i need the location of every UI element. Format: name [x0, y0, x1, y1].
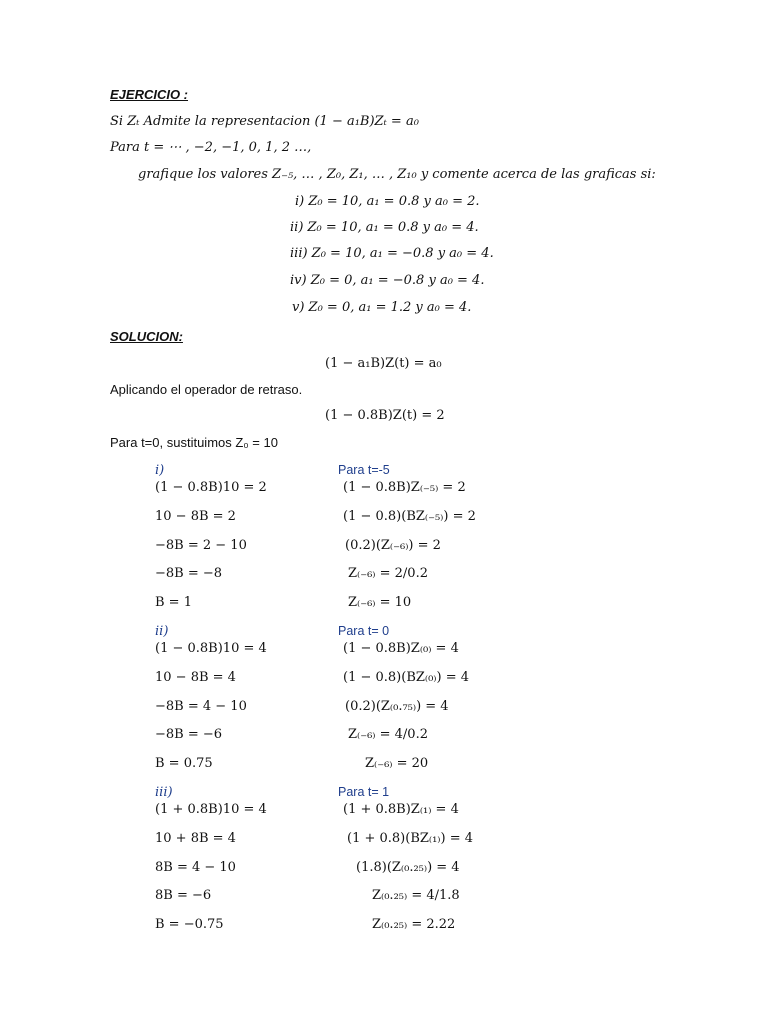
block-i-right-3: (0.2)(Z₍₋₆₎) = 2: [345, 538, 441, 553]
block-iii-right-4: Z₍₀.₂₅₎ = 4/1.8: [372, 888, 460, 903]
general-equation: (1 − a₁B)Z(t) = a₀: [325, 356, 442, 371]
block-iii-left-2: 10 + 8B = 4: [155, 831, 236, 846]
block-i-label: i): [155, 463, 165, 478]
substitute-text: Para t=0, sustituimos Z₀ = 10: [110, 435, 278, 450]
block-i-right-4: Z₍₋₆₎ = 2/0.2: [348, 566, 428, 581]
block-iii-left-3: 8B = 4 − 10: [155, 860, 236, 875]
block-i-left-3: −8B = 2 − 10: [155, 538, 247, 553]
case-ii: ii) Z₀ = 10, a₁ = 0.8 y a₀ = 4.: [290, 220, 479, 235]
block-i-right-5: Z₍₋₆₎ = 10: [348, 595, 412, 610]
block-ii-left-2: 10 − 8B = 4: [155, 670, 236, 685]
block-iii-left-5: B = −0.75: [155, 917, 224, 932]
block-i-left-4: −8B = −8: [155, 566, 223, 581]
block-iii-right-5: Z₍₀.₂₅₎ = 2.22: [372, 917, 456, 932]
block-iii-right-2: (1 + 0.8)(BZ₍₁₎) = 4: [347, 831, 474, 846]
case-iii: iii) Z₀ = 10, a₁ = −0.8 y a₀ = 4.: [290, 246, 494, 261]
block-ii-right-1: (1 − 0.8B)Z₍₀₎ = 4: [343, 641, 459, 656]
solution-heading: SOLUCION:: [110, 329, 183, 344]
block-iii-right-3: (1.8)(Z₍₀.₂₅₎) = 4: [356, 860, 460, 875]
block-ii-left-1: (1 − 0.8B)10 = 4: [155, 641, 267, 656]
block-i-right-label: Para t=-5: [338, 463, 390, 477]
block-ii-right-4: Z₍₋₆₎ = 4/0.2: [348, 727, 428, 742]
case-i: i) Z₀ = 10, a₁ = 0.8 y a₀ = 2.: [295, 194, 480, 209]
block-i-left-1: (1 − 0.8B)10 = 2: [155, 480, 267, 495]
exercise-heading: EJERCICIO :: [110, 87, 189, 102]
block-ii-right-label: Para t= 0: [338, 624, 390, 638]
block-ii-left-3: −8B = 4 − 10: [155, 699, 247, 714]
case-v: v) Z₀ = 0, a₁ = 1.2 y a₀ = 4.: [292, 300, 472, 315]
block-ii-left-4: −8B = −6: [155, 727, 223, 742]
block-i-right-2: (1 − 0.8)(BZ₍₋₅₎) = 2: [343, 509, 476, 524]
block-ii-label: ii): [155, 624, 169, 639]
block-ii-right-2: (1 − 0.8)(BZ₍₀₎) = 4: [343, 670, 470, 685]
block-iii-left-4: 8B = −6: [155, 888, 212, 903]
block-ii-left-5: B = 0.75: [155, 756, 213, 771]
case-iv: iv) Z₀ = 0, a₁ = −0.8 y a₀ = 4.: [290, 273, 485, 288]
statement-line-1: Si Zₜ Admite la representacion (1 − a₁B)Zₜ = a₀: [110, 114, 419, 129]
block-ii-right-3: (0.2)(Z₍₀.₇₅₎) = 4: [345, 699, 449, 714]
block-iii-right-1: (1 + 0.8B)Z₍₁₎ = 4: [343, 802, 459, 817]
block-iii-left-1: (1 + 0.8B)10 = 4: [155, 802, 267, 817]
block-ii-right-5: Z₍₋₆₎ = 20: [365, 756, 429, 771]
block-i-left-5: B = 1: [155, 595, 192, 610]
block-iii-label: iii): [155, 785, 173, 800]
specific-equation: (1 − 0.8B)Z(t) = 2: [325, 408, 445, 423]
operator-text: Aplicando el operador de retraso.: [110, 382, 303, 397]
statement-line-2: Para t = ⋯ , −2, −1, 0, 1, 2 …,: [110, 140, 312, 155]
block-iii-right-label: Para t= 1: [338, 785, 390, 799]
block-i-right-1: (1 − 0.8B)Z₍₋₅₎ = 2: [343, 480, 466, 495]
statement-line-3: grafique los valores Z₋₅, … , Z₀, Z₁, … , Z₁₀ y comente acerca de las graficas si:: [138, 167, 656, 182]
block-i-left-2: 10 − 8B = 2: [155, 509, 236, 524]
